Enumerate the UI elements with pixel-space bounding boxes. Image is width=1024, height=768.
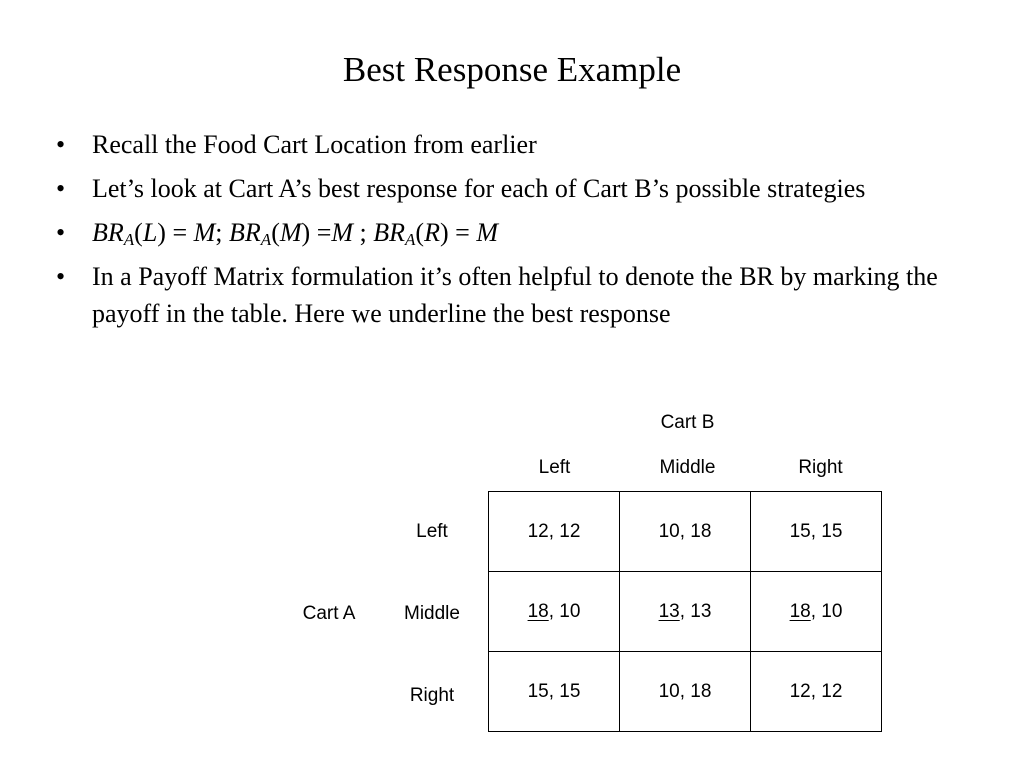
br-equals: ) =: [157, 218, 194, 247]
bullet-item-best-response-formula: [56, 214, 976, 251]
bullet-item: [56, 258, 976, 332]
row-player-label: Cart A: [302, 603, 356, 624]
br-result: M: [193, 218, 216, 247]
bullet-dot-icon: •: [56, 174, 66, 203]
bullet-dot-icon: •: [56, 218, 66, 247]
br-symbol: BR: [229, 218, 261, 247]
bullet-dot-icon: •: [56, 262, 66, 291]
column-header-right: Right: [798, 457, 843, 478]
bullet-dot-icon: •: [56, 130, 66, 159]
slide-title: Best Response Example: [342, 50, 682, 89]
table-row: [489, 652, 882, 732]
bullet-text: Recall the Food Cart Location from earlier: [92, 130, 537, 159]
payoff-cell: 12, 12: [751, 652, 882, 732]
payoff-cell: 12, 12: [489, 492, 620, 572]
row-header-left: Left: [416, 521, 448, 542]
column-player-label: Cart B: [660, 412, 715, 433]
best-response-payoff: 18: [789, 600, 811, 622]
br-argument: M: [279, 218, 302, 247]
table-row-best-response: [489, 572, 882, 652]
best-response-payoff: 18: [527, 600, 549, 622]
column-header-middle: Middle: [659, 457, 716, 478]
payoff-cell: 10, 18: [620, 652, 751, 732]
payoff-cell: 13, 13: [620, 572, 751, 652]
table-row: [489, 492, 882, 572]
br-separator: ;: [215, 218, 230, 247]
payoff-cell: 15, 15: [751, 492, 882, 572]
bullet-text: In a Payoff Matrix formulation it’s often helpful to denote the BR by marking the payoff in the table. Here we underline the best response: [92, 262, 938, 328]
payoff-cell: 10, 18: [620, 492, 751, 572]
row-header-right: Right: [409, 685, 455, 706]
br-equals: ) =: [301, 218, 332, 247]
bullet-text: Let’s look at Cart A’s best response for each of Cart B’s possible strategies: [92, 174, 866, 203]
column-header-left: Left: [538, 457, 571, 478]
row-header-middle: Middle: [404, 603, 460, 624]
payoff-cell: 18, 10: [751, 572, 882, 652]
br-symbol: BR: [92, 218, 124, 247]
br-subscript: A: [123, 230, 135, 249]
bullet-item: [56, 126, 976, 163]
br-result: M: [331, 218, 354, 247]
br-symbol: BR: [373, 218, 406, 247]
payoff-cell: 18, 10: [489, 572, 620, 652]
bullet-list: [56, 126, 976, 339]
br-subscript: A: [405, 230, 416, 249]
br-argument: R: [424, 218, 440, 247]
best-response-formula: $BR_A(L) = M$; $BR_A(M) =M$ ; $BR_A(R) = M$: [92, 218, 498, 249]
payoff-matrix: [488, 491, 882, 732]
bullet-item: [56, 170, 976, 207]
payoff-cell: 15, 15: [489, 652, 620, 732]
br-result: M: [476, 218, 498, 247]
br-equals: ) =: [439, 218, 477, 247]
br-argument: L: [142, 218, 158, 247]
br-separator: ;: [353, 218, 374, 247]
best-response-payoff: 13: [658, 600, 680, 622]
br-subscript: A: [260, 230, 272, 249]
